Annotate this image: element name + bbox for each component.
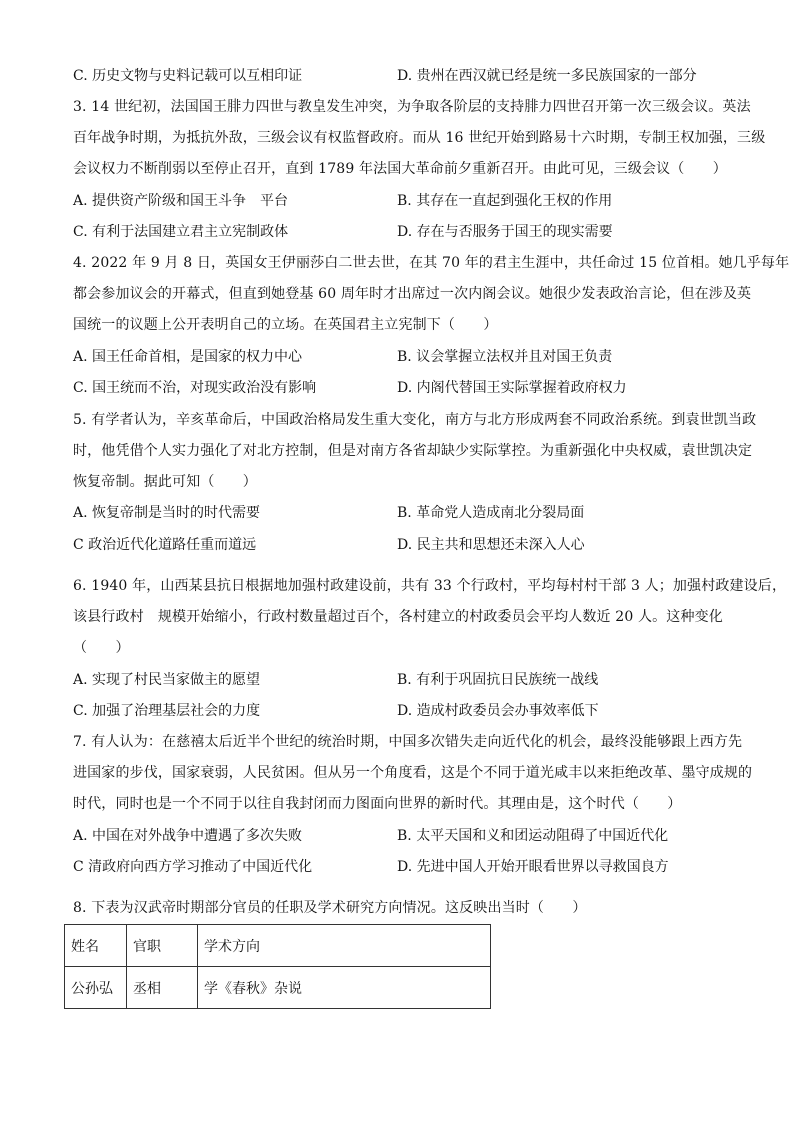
q8-stem: 8. 下表为汉武帝时期部分官员的任职及学术研究方向情况。这反映出当时（ ） bbox=[73, 900, 587, 916]
q6-option-a: A. 实现了村民当家做主的愿望 bbox=[73, 672, 261, 688]
q3-stem-line-3: 会议权力不断削弱以至停止召开，直到 1789 年法国大革命前夕重新召开。由此可见，三级会议（ ） bbox=[73, 161, 727, 177]
q5-option-d: D. 民主共和思想还未深入人心 bbox=[397, 537, 585, 553]
q3-option-a: A. 提供资产阶级和国王斗争 平台 bbox=[73, 193, 289, 209]
q4-option-a: A. 国王任命首相，是国家的权力中心 bbox=[73, 349, 303, 365]
q5-option-c: C 政治近代化道路任重而道远 bbox=[73, 537, 257, 553]
q6-option-d: D. 造成村政委员会办事效率低下 bbox=[397, 703, 599, 719]
q3-option-d: D. 存在与否服务于国王的现实需要 bbox=[397, 224, 613, 240]
table-header-cell: 姓名 bbox=[65, 925, 127, 967]
table-cell: 丞相 bbox=[127, 967, 198, 1009]
table-header-row bbox=[65, 925, 491, 967]
q5-stem-line-2: 时，他凭借个人实力强化了对北方控制，但是对南方各省却缺少实际掌控。为重新强化中央权威，袁世凯决定 bbox=[73, 443, 753, 459]
q7-option-d: D. 先进中国人开始开眼看世界以寻救国良方 bbox=[397, 859, 669, 875]
q7-option-a: A. 中国在对外战争中遭遇了多次失败 bbox=[73, 828, 303, 844]
q4-option-c: C. 国王统而不治，对现实政治没有影响 bbox=[73, 380, 317, 396]
q3-stem-line-2: 百年战争时期，为抵抗外敌，三级会议有权监督政府。而从 16 世纪开始到路易十六时期，专制王权加强，三级 bbox=[73, 130, 766, 146]
q3-option-c: C. 有利于法国建立君主立宪制政体 bbox=[73, 224, 289, 240]
q3-stem-line-1: 3. 14 世纪初，法国国王腓力四世与教皇发生冲突，为争取各阶层的支持腓力四世召开第一次三级会议。英法 bbox=[73, 99, 751, 115]
q4-option-b: B. 议会掌握立法权并且对国王负责 bbox=[397, 349, 613, 365]
q5-option-b: B. 革命党人造成南北分裂局面 bbox=[397, 505, 585, 521]
q8-table bbox=[64, 924, 491, 1009]
q3-option-b: B. 其存在一直起到强化王权的作用 bbox=[397, 193, 613, 209]
table-header-cell: 官职 bbox=[127, 925, 198, 967]
q6-stem-line-1: 6. 1940 年，山西某县抗日根据地加强村政建设前，共有 33 个行政村，平均每村村干部 3 人；加强村政建设后， bbox=[73, 578, 787, 594]
q4-option-d: D. 内阁代替国王实际掌握着政府权力 bbox=[397, 380, 627, 396]
q4-stem-line-2: 都会参加议会的开幕式，但直到她登基 60 周年时才出席过一次内阁会议。她很少发表政治言论，但在涉及英 bbox=[73, 286, 752, 302]
table-row bbox=[65, 967, 491, 1009]
q6-option-c: C. 加强了治理基层社会的力度 bbox=[73, 703, 261, 719]
q5-stem-line-3: 恢复帝制。据此可知（ ） bbox=[73, 474, 257, 490]
q4-stem-line-1: 4. 2022 年 9 月 8 日，英国女王伊丽莎白二世去世，在其 70 年的君主生涯中，共任命过 15 位首相。她几乎每年 bbox=[73, 255, 790, 271]
q6-stem-line-3: （ ） bbox=[73, 640, 130, 656]
q7-stem-line-2: 进国家的步伐，国家衰弱，人民贫困。但从另一个角度看，这是个不同于道光咸丰以来拒绝改革、墨守成规的 bbox=[73, 765, 753, 781]
q6-stem-line-2: 该县行政村 规模开始缩小，行政村数量超过百个，各村建立的村政委员会平均人数近 20 人。这种变化 bbox=[73, 609, 723, 625]
q2-option-d: D. 贵州在西汉就已经是统一多民族国家的一部分 bbox=[397, 68, 697, 84]
q4-stem-line-3: 国统一的议题上公开表明自己的立场。在英国君主立宪制下（ ） bbox=[73, 317, 498, 333]
q7-option-b: B. 太平天国和义和团运动阻碍了中国近代化 bbox=[397, 828, 669, 844]
q7-stem-line-3: 时代，同时也是一个不同于以往自我封闭而力图面向世界的新时代。其理由是，这个时代（ ） bbox=[73, 796, 682, 812]
table-cell: 公孙弘 bbox=[65, 967, 127, 1009]
q6-option-b: B. 有利于巩固抗日民族统一战线 bbox=[397, 672, 599, 688]
table-cell: 学《春秋》杂说 bbox=[198, 967, 491, 1009]
table-header-cell: 学术方向 bbox=[198, 925, 491, 967]
q5-option-a: A. 恢复帝制是当时的时代需要 bbox=[73, 505, 261, 521]
q7-option-c: C 清政府向西方学习推动了中国近代化 bbox=[73, 859, 313, 875]
q2-option-c: C. 历史文物与史料记载可以互相印证 bbox=[73, 68, 303, 84]
q7-stem-line-1: 7. 有人认为：在慈禧太后近半个世纪的统治时期，中国多次错失走向近代化的机会，最终没能够跟上西方先 bbox=[73, 734, 743, 750]
q5-stem-line-1: 5. 有学者认为，辛亥革命后，中国政治格局发生重大变化，南方与北方形成两套不同政治系统。到袁世凯当政 bbox=[73, 412, 757, 428]
